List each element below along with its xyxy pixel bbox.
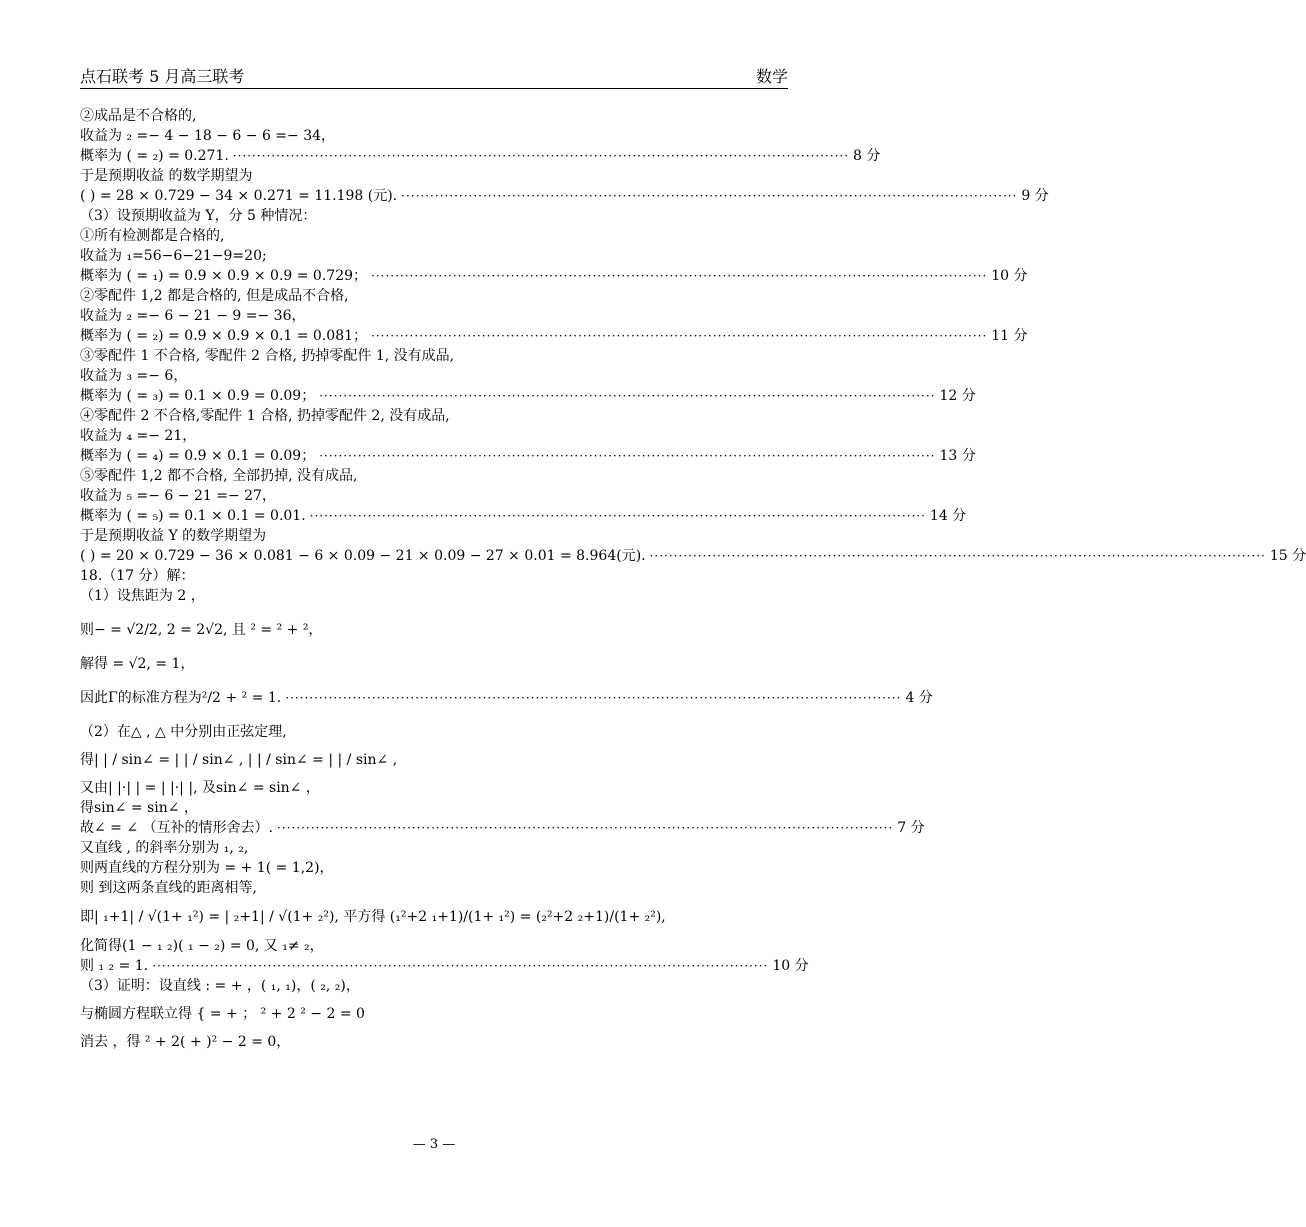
scored-line: ( ) = 20 × 0.729 − 36 × 0.081 − 6 × 0.09 − 21 × 0.09 − 27 × 0.01 = 8.964(元). ································································································································ 15 分 [80, 548, 1306, 564]
scored-line: 概率为 ( = ₁) = 0.9 × 0.9 × 0.9 = 0.729； ································································································································ 10 分 [80, 268, 1028, 284]
text-line: ②零配件 1,2 都是合格的, 但是成品不合格, [80, 288, 349, 304]
text-line: ①所有检测都是合格的, [80, 228, 225, 244]
scored-line: 概率为 ( = ₃) = 0.1 × 0.9 = 0.09； ································································································································ 12 分 [80, 388, 976, 404]
score-label: 14 分 [929, 508, 967, 524]
scored-line: 概率为 ( = ₂) = 0.9 × 0.9 × 0.1 = 0.081； ································································································································ 11 分 [80, 328, 1028, 344]
page-header [80, 64, 788, 89]
scored-line: 概率为 ( = ₄) = 0.9 × 0.1 = 0.09； ································································································································ 13 分 [80, 448, 976, 464]
math-line: 得| | / sin∠ = | | / sin∠ , | | / sin∠ = | | / sin∠ , [80, 752, 398, 768]
text-line: ⑤零配件 1,2 都不合格, 全部扔掉, 没有成品, [80, 468, 358, 484]
score-label: 10 分 [991, 268, 1028, 284]
text-line: （1）设焦距为 2 ， [80, 588, 205, 604]
score-label: 4 分 [905, 690, 933, 706]
text-line: 收益为 ₂ =− 6 − 21 − 9 =− 36， [80, 308, 306, 324]
scored-line: ( ) = 28 × 0.729 − 34 × 0.271 = 11.198 (元). ································································································································ 9 分 [80, 188, 1049, 204]
math-line: 则− = √2/2, 2 = 2√2, 且 ² = ² + ²， [80, 622, 323, 638]
text-line: （3）设预期收益为 Y，分 5 种情况： [80, 208, 317, 224]
text-line: ②成品是不合格的, [80, 108, 197, 124]
score-label: 11 分 [991, 328, 1028, 344]
text-line: 消去 ，得 ² + 2( + )² − 2 = 0， [80, 1034, 291, 1050]
score-label: 8 分 [853, 148, 881, 164]
text-line: 收益为 ₁=56−6−21−9=20; [80, 248, 267, 264]
text-line: （3）证明：设直线 : = + ，( ₁, ₁)，( ₂, ₂)， [80, 978, 360, 994]
page-number: — 3 — [412, 1137, 456, 1152]
scored-line: 故∠ = ∠ （互补的情形舍去）. ································································································································ 7 分 [80, 820, 925, 836]
solution-body [80, 106, 1306, 1052]
score-label: 7 分 [897, 820, 925, 836]
scored-line: 因此Γ的标准方程为²/2 + ² = 1. ································································································································ 4 分 [80, 690, 933, 706]
text-line: ④零配件 2 不合格,零配件 1 合格, 扔掉零配件 2, 没有成品, [80, 408, 450, 424]
text-line: 得sin∠ = sin∠ ， [80, 800, 198, 816]
text-line: 又由| |·| | = | |·| |, 及sin∠ = sin∠ ， [80, 780, 320, 796]
problem-heading: 18.（17 分）解： [80, 568, 195, 584]
math-line: 即| ₁+1| / √(1+ ₁²) = | ₂+1| / √(1+ ₂²), 平方得 (₁²+2 ₁+1)/(1+ ₁²) = (₂²+2 ₂+1)/(1+ ₂²), [80, 909, 666, 925]
text-line: ③零配件 1 不合格, 零配件 2 合格, 扔掉零配件 1, 没有成品, [80, 348, 455, 364]
score-label: 15 分 [1269, 548, 1306, 564]
exam-title: 点石联考 5 月高三联考 [80, 67, 245, 86]
text-line: 收益为 ₅ =− 6 − 21 =− 27， [80, 488, 276, 504]
score-label: 9 分 [1021, 188, 1049, 204]
text-line: （2）在△ , △ 中分别由正弦定理, [80, 724, 287, 740]
text-line: 化简得(1 − ₁ ₂)( ₁ − ₂) = 0, 又 ₁≠ ₂， [80, 938, 324, 954]
scored-line: 概率为 ( = ₅) = 0.1 × 0.1 = 0.01. ································································································································ 14 分 [80, 508, 967, 524]
text-line: 于是预期收益 Y 的数学期望为 [80, 528, 267, 544]
score-label: 12 分 [939, 388, 976, 404]
math-line: 与椭圆方程联立得 { = + ； ² + 2 ² − 2 = 0 [80, 1006, 365, 1022]
score-label: 10 分 [772, 958, 809, 974]
text-line: 则两直线的方程分别为 = + 1( = 1,2)， [80, 860, 334, 876]
scored-line: 概率为 ( = ₂) = 0.271. ································································································································ 8 分 [80, 148, 881, 164]
subject-label: 数学 [755, 67, 788, 86]
score-label: 13 分 [939, 448, 976, 464]
text-line: 收益为 ₃ =− 6， [80, 368, 188, 384]
text-line: 于是预期收益 的数学期望为 [80, 168, 253, 184]
text-line: 则 到这两条直线的距离相等, [80, 880, 257, 896]
text-line: 解得 = √2, = 1， [80, 656, 195, 672]
text-line: 收益为 ₂ =− 4 − 18 − 6 − 6 =− 34， [80, 128, 336, 144]
scored-line: 则 ₁ ₂ = 1. ································································································································ 10 分 [80, 958, 809, 974]
text-line: 收益为 ₄ =− 21， [80, 428, 197, 444]
text-line: 又直线 , 的斜率分别为 ₁, ₂, [80, 840, 249, 856]
